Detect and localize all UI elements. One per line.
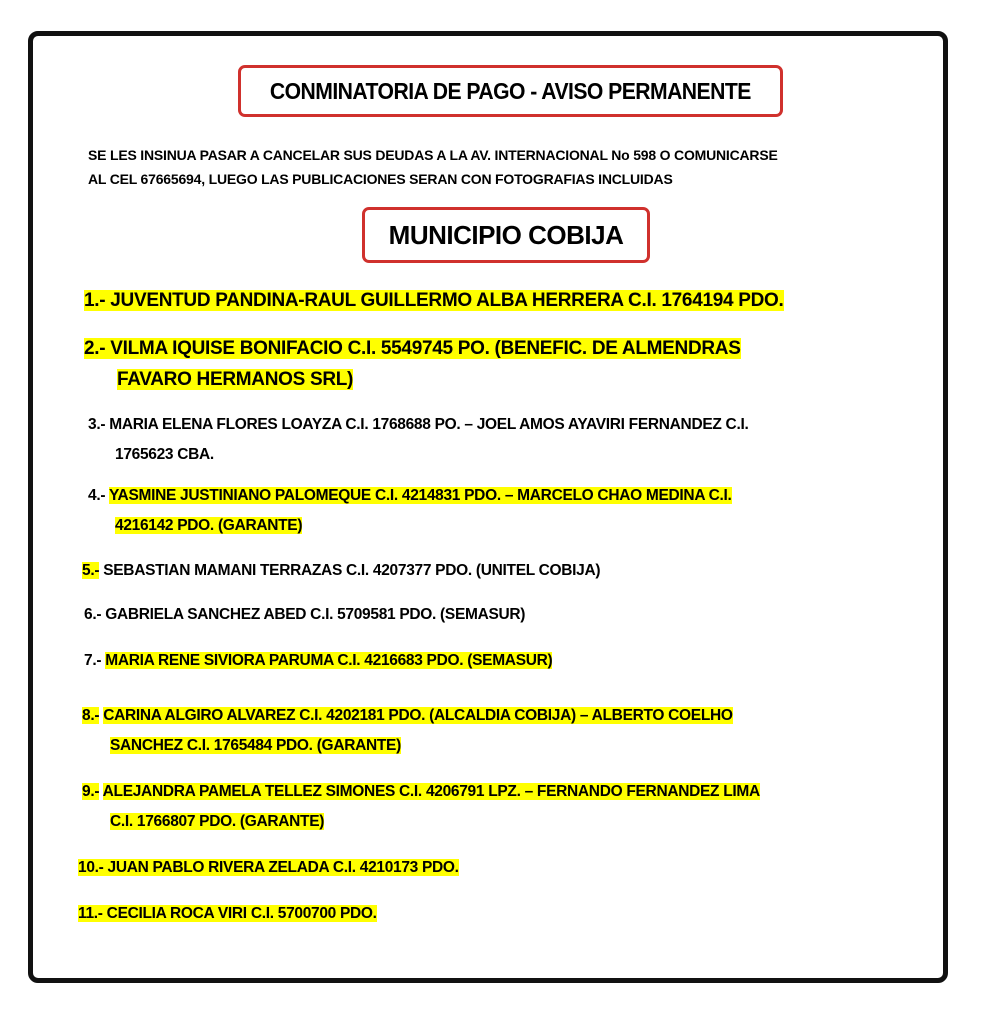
entry-number: 7.- (84, 652, 102, 669)
entry-number: 8.- (82, 707, 100, 724)
entry-line-2: FAVARO HERMANOS SRL) (117, 369, 354, 390)
entry-line: SEBASTIAN MAMANI TERRAZAS C.I. 4207377 PDO. (UNITEL COBIJA) (103, 562, 601, 579)
list-item (88, 481, 732, 541)
list-item (82, 701, 733, 761)
entry-line: CARINA ALGIRO ALVAREZ C.I. 4202181 PDO. (ALCALDIA COBIJA) – ALBERTO COELHO (103, 707, 733, 724)
entry-line: JUAN PABLO RIVERA ZELADA C.I. 4210173 PDO. (107, 859, 459, 876)
entry-number: 9.- (82, 783, 100, 800)
entry-line-2: C.I. 1766807 PDO. (GARANTE) (110, 813, 325, 830)
entry-line: JUVENTUD PANDINA-RAUL GUILLERMO ALBA HERRERA C.I. 1764194 PDO. (110, 290, 784, 311)
entry-number: 11.- (78, 905, 103, 922)
municipality-title: MUNICIPIO COBIJA (388, 219, 624, 250)
entry-line-2: 1765623 CBA. (115, 446, 214, 463)
list-item (78, 853, 459, 883)
entry-text (84, 290, 784, 311)
entry-number: 2.- (84, 338, 106, 359)
notice-text (88, 143, 918, 191)
list-item (78, 899, 377, 929)
list-item (84, 646, 552, 676)
entry-line: YASMINE JUSTINIANO PALOMEQUE C.I. 4214831 PDO. – MARCELO CHAO MEDINA C.I. (108, 487, 732, 504)
entry-number: 3.- (88, 416, 106, 433)
entry-line: CECILIA ROCA VIRI C.I. 5700700 PDO. (106, 905, 377, 922)
list-item (82, 556, 600, 586)
list-item (82, 777, 760, 837)
entry-line-2: 4216142 PDO. (GARANTE) (115, 517, 303, 534)
entry-line: MARIA ELENA FLORES LOAYZA C.I. 1768688 PO. – JOEL AMOS AYAVIRI FERNANDEZ C.I. (109, 416, 749, 433)
list-item (84, 333, 741, 395)
entry-text (84, 338, 741, 359)
page-title: CONMINATORIA DE PAGO - AVISO PERMANENTE (270, 77, 751, 104)
entry-line: ALEJANDRA PAMELA TELLEZ SIMONES C.I. 4206791 LPZ. – FERNANDO FERNANDEZ LIMA (102, 783, 760, 800)
list-item (84, 285, 784, 316)
entry-line-2: SANCHEZ C.I. 1765484 PDO. (GARANTE) (110, 737, 401, 754)
list-item (88, 410, 748, 470)
notice-line-1: SE LES INSINUA PASAR A CANCELAR SUS DEUDAS A LA AV. INTERNACIONAL No 598 O COMUNICARSE (88, 147, 778, 163)
entry-number: 4.- (88, 487, 106, 504)
entry-line: VILMA IQUISE BONIFACIO C.I. 5549745 PO. (BENEFIC. DE ALMENDRAS (110, 338, 741, 359)
entry-line: MARIA RENE SIVIORA PARUMA C.I. 4216683 PDO. (SEMASUR) (105, 652, 553, 669)
municipality-box (362, 207, 650, 263)
entry-text (78, 905, 377, 922)
entry-number: 5.- (82, 562, 100, 579)
entry-number: 6.- (84, 606, 102, 623)
list-item (84, 600, 525, 630)
entry-number: 10.- (78, 859, 104, 876)
entry-number: 1.- (84, 290, 106, 311)
entry-text (78, 859, 459, 876)
entry-line: GABRIELA SANCHEZ ABED C.I. 5709581 PDO. (SEMASUR) (105, 606, 526, 623)
notice-line-2: AL CEL 67665694, LUEGO LAS PUBLICACIONES SERAN CON FOTOGRAFIAS INCLUIDAS (88, 171, 673, 187)
title-box (238, 65, 783, 117)
